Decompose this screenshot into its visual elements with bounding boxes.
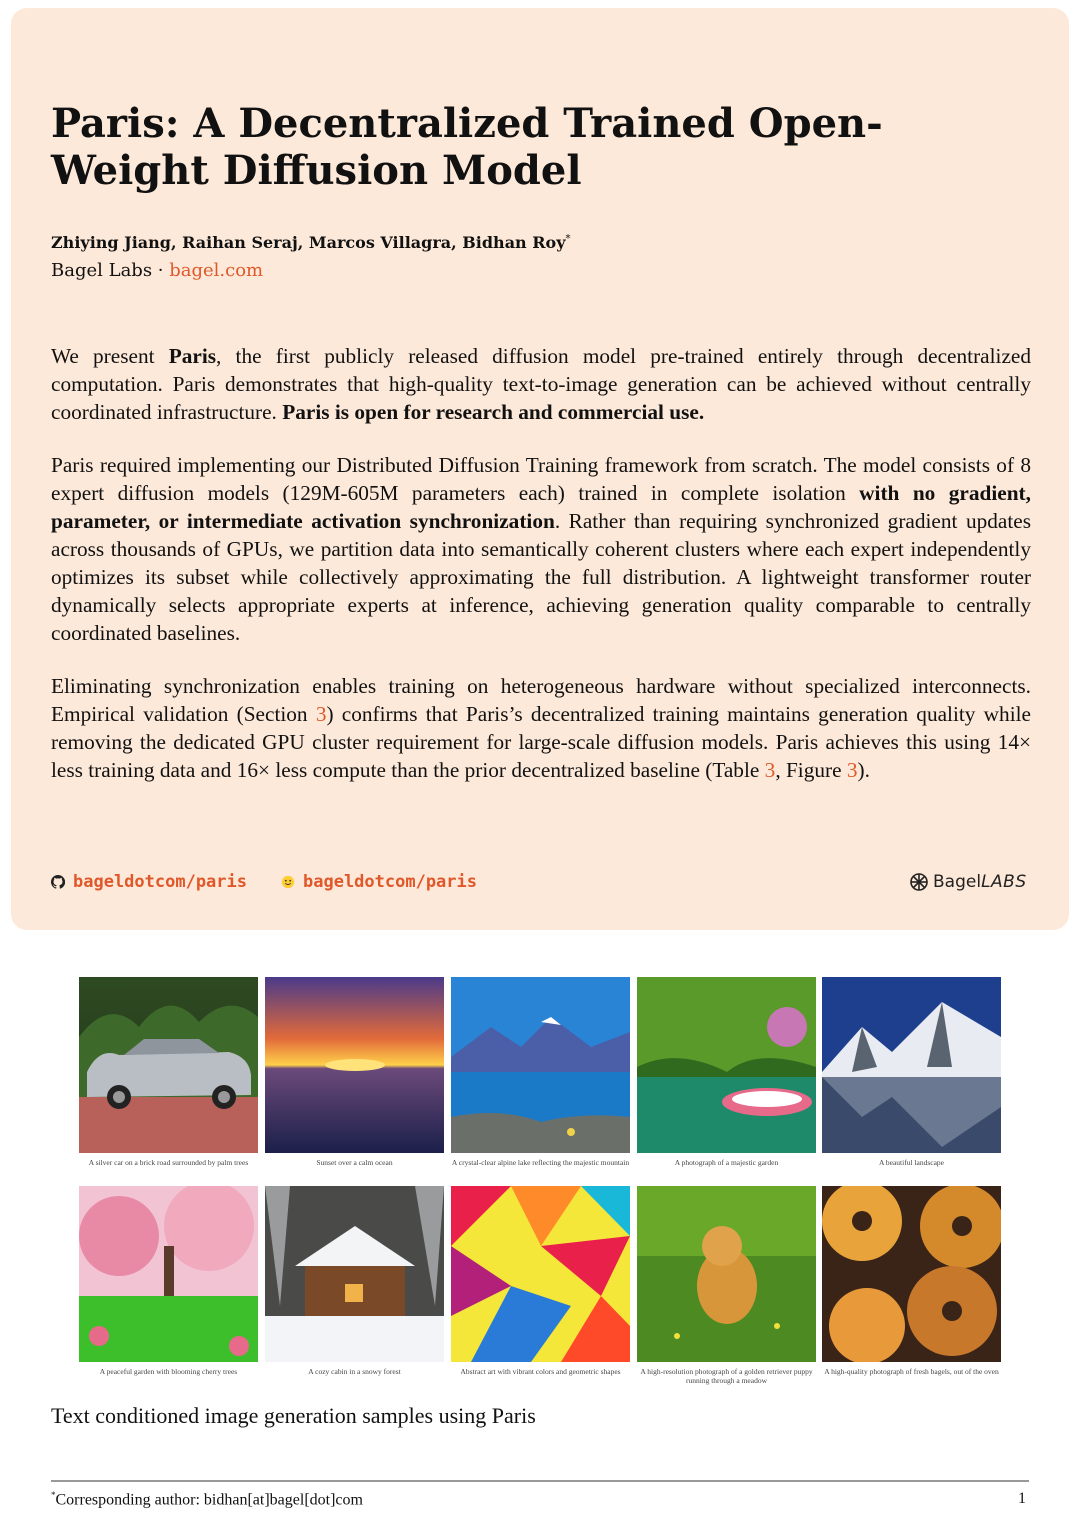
huggingface-link-label: bageldotcom/paris: [303, 872, 477, 892]
sample-image-alpine-lake: [451, 977, 630, 1153]
sample-image-bagels: [822, 1186, 1001, 1362]
abstract-paragraph-1: [51, 342, 1031, 426]
sample-image-sunset: [265, 977, 444, 1153]
author-footnote-mark: *: [565, 233, 571, 245]
abstract: [51, 342, 1031, 809]
sample-image-cherry-garden: [79, 1186, 258, 1362]
sample-image-garden: [637, 977, 816, 1153]
sample-9: [637, 1186, 816, 1385]
sample-image-abstract: [451, 1186, 630, 1362]
author-names: Zhiying Jiang, Raihan Seraj, Marcos Villagra, Bidhan Roy: [51, 233, 566, 252]
sample-10: [822, 1186, 1001, 1376]
sample-caption: A crystal-clear alpine lake reflecting the majestic mountain: [451, 1158, 630, 1167]
logo-brand: Bagel: [933, 872, 982, 892]
bagel-logo-icon: [909, 872, 929, 892]
table-ref-link[interactable]: 3: [764, 758, 776, 782]
abstract-text: Eliminating synchronization enables training on heterogeneous hardware without specialized interconnects. Empirical validation (Section: [51, 674, 1031, 726]
abstract-paragraph-2: [51, 451, 1031, 647]
abstract-text: ) confirms that Paris’s decentralized training maintains generation quality while removing the dedicated GPU cluster requirement for large-scale diffusion models. Paris achieves this using 14× less training data and 16× less compute than the prior decentralized baseline (Table: [51, 702, 1031, 782]
footnote-mark: *: [51, 1490, 56, 1500]
figure-ref-link[interactable]: 3: [846, 758, 858, 782]
sample-1: [79, 977, 258, 1167]
abstract-bold: Paris is open for research and commercial use.: [282, 400, 705, 424]
github-link-label: bageldotcom/paris: [73, 872, 247, 892]
abstract-text: , the first publicly released diffusion model pre-trained entirely through decentralized computation. Paris demonstrates that high-quality text-to-image generation can be achieved without centrally coordinated infrastructure.: [51, 344, 1032, 424]
abstract-text: ).: [857, 758, 870, 782]
paper-title: Paris: A Decentralized Trained Open-Weight Diffusion Model: [51, 100, 883, 194]
footnote-text: Corresponding author: bidhan[at]bagel[dot]com: [55, 1491, 363, 1509]
huggingface-icon: [281, 875, 295, 889]
sample-caption: A peaceful garden with blooming cherry trees: [99, 1367, 238, 1376]
github-icon: [51, 875, 65, 889]
sample-caption: A beautiful landscape: [879, 1158, 944, 1167]
footnote: [51, 1490, 363, 1509]
sample-caption: Sunset over a calm ocean: [316, 1158, 393, 1167]
abstract-text: . Rather than requiring synchronized gradient updates across thousands of GPUs, we partition data into semantically coherent clusters where each expert independently optimizes its subset while collectively approximating the full distribution. A lightweight transformer router dynamically selects appropriate experts at inference, achieving generation quality comparable to centrally coordinated baselines.: [51, 509, 1031, 645]
sample-2: [265, 977, 444, 1167]
sample-image-landscape: [822, 977, 1001, 1153]
abstract-text: , Figure: [775, 758, 847, 782]
abstract-bold: Paris: [168, 344, 217, 368]
author-list: [51, 233, 571, 252]
footnote-divider: [51, 1480, 1029, 1482]
sample-8: [451, 1186, 630, 1376]
sample-4: [637, 977, 816, 1167]
sample-caption: Abstract art with vibrant colors and geometric shapes: [460, 1367, 621, 1376]
sample-caption: A photograph of a majestic garden: [674, 1158, 779, 1167]
affiliation-link[interactable]: bagel.com: [169, 260, 264, 281]
repo-links: [51, 872, 511, 892]
sample-image-car: [79, 977, 258, 1153]
sample-caption: A cozy cabin in a snowy forest: [308, 1367, 401, 1376]
sample-7: [265, 1186, 444, 1376]
abstract-paragraph-3: [51, 672, 1031, 784]
affiliation: [51, 260, 263, 281]
abstract-text: Paris required implementing our Distributed Diffusion Training framework from scratch. The model consists of 8 expert diffusion models (129M-605M parameters each) trained in complete isolation: [51, 453, 1031, 505]
sample-caption: A high-resolution photograph of a golden retriever puppy running through a meadow: [640, 1367, 813, 1385]
figure-caption: Text conditioned image generation samples using Paris: [51, 1403, 536, 1428]
sample-3: [451, 977, 630, 1167]
sample-image-cabin: [265, 1186, 444, 1362]
affiliation-name: Bagel Labs ·: [51, 260, 170, 281]
abstract-bold: with no gradient, parameter, or intermediate activation synchronization: [51, 481, 1031, 533]
sample-5: [822, 977, 1001, 1167]
huggingface-link[interactable]: [281, 872, 477, 892]
sample-caption: A high-quality photograph of fresh bagels, out of the oven: [824, 1367, 999, 1376]
abstract-text: We present: [51, 344, 169, 368]
section-ref-link[interactable]: 3: [315, 702, 327, 726]
bagel-labs-logo: [909, 872, 1027, 892]
sample-caption: A silver car on a brick road surrounded by palm trees: [88, 1158, 249, 1167]
sample-image-puppy: [637, 1186, 816, 1362]
github-link[interactable]: [51, 872, 247, 892]
page-number: 1: [1018, 1490, 1026, 1507]
sample-6: [79, 1186, 258, 1376]
logo-suffix: LABS: [981, 872, 1027, 892]
